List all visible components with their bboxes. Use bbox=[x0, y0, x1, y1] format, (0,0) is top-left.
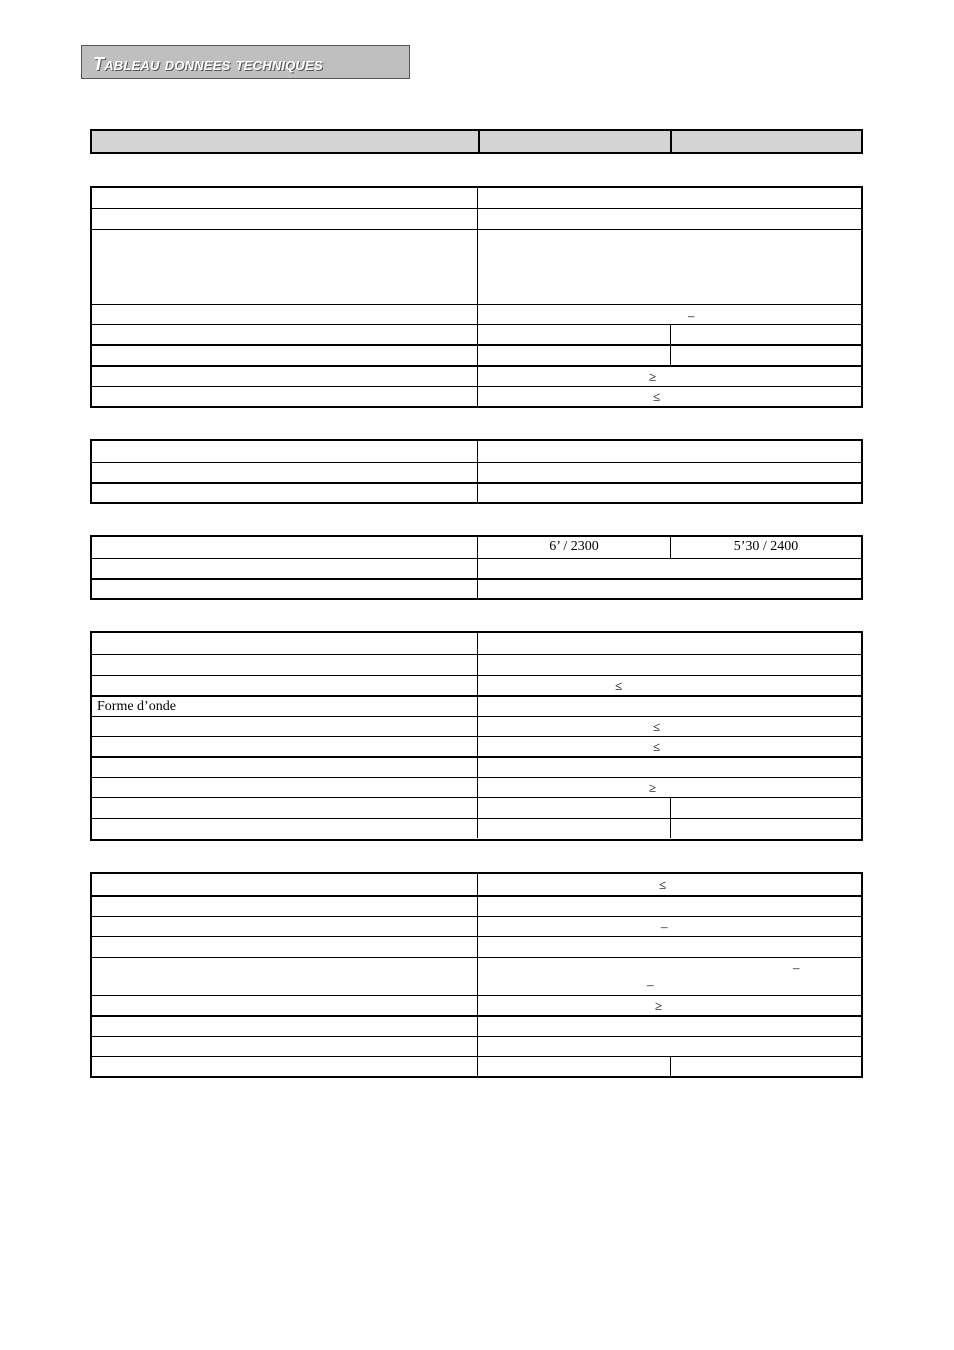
table-row bbox=[92, 675, 861, 695]
table-row bbox=[92, 188, 861, 208]
table-row bbox=[92, 957, 861, 995]
table-row bbox=[92, 756, 861, 777]
table-row bbox=[92, 797, 861, 818]
table-row bbox=[92, 578, 861, 598]
table-row bbox=[92, 304, 861, 324]
table-row bbox=[92, 633, 861, 654]
table-cell: 6’ / 2300 bbox=[478, 537, 671, 558]
table-5 bbox=[90, 872, 863, 1078]
table-row bbox=[92, 716, 861, 736]
table-row bbox=[92, 654, 861, 675]
table-row bbox=[92, 777, 861, 797]
ge-symbol: ≥ bbox=[649, 780, 657, 795]
dash-symbol: – bbox=[647, 977, 654, 992]
table-row bbox=[92, 1015, 861, 1036]
table-3 bbox=[90, 535, 863, 600]
table-row bbox=[92, 916, 861, 936]
table-row bbox=[92, 558, 861, 578]
table-2 bbox=[90, 439, 863, 504]
table-row bbox=[92, 537, 861, 558]
table-row bbox=[92, 995, 861, 1015]
table-cell: 5’30 / 2400 bbox=[733, 539, 799, 554]
le-symbol: ≤ bbox=[615, 678, 623, 693]
le-symbol: ≤ bbox=[653, 719, 661, 734]
dash-symbol: – bbox=[661, 919, 668, 934]
table-row bbox=[92, 208, 861, 229]
dash-symbol: – bbox=[793, 960, 800, 975]
section-title-banner bbox=[81, 45, 410, 79]
table-1 bbox=[90, 186, 863, 408]
table-row bbox=[92, 936, 861, 957]
table-row bbox=[92, 1056, 861, 1076]
le-symbol: ≤ bbox=[659, 877, 667, 892]
ge-symbol: ≥ bbox=[649, 369, 657, 384]
section-title: Tableau donnees techniques bbox=[93, 54, 323, 74]
table-row bbox=[92, 441, 861, 462]
table-row bbox=[92, 874, 861, 895]
table-4 bbox=[90, 631, 863, 841]
header-table bbox=[90, 129, 863, 154]
table-row bbox=[92, 229, 861, 304]
table-row bbox=[92, 695, 861, 716]
table-row bbox=[92, 462, 861, 482]
le-symbol: ≤ bbox=[653, 739, 661, 754]
table-row bbox=[92, 324, 861, 344]
table-row bbox=[92, 818, 861, 838]
table-row bbox=[92, 365, 861, 386]
table-row bbox=[92, 344, 861, 365]
dash-symbol: – bbox=[688, 308, 695, 323]
table-row bbox=[92, 1036, 861, 1056]
table-row bbox=[92, 736, 861, 756]
table-row bbox=[92, 895, 861, 916]
le-symbol: ≤ bbox=[653, 389, 661, 404]
table-row bbox=[92, 482, 861, 502]
ge-symbol: ≥ bbox=[655, 998, 663, 1013]
table-row bbox=[92, 386, 861, 406]
forme-onde-label: Forme d’onde bbox=[92, 697, 478, 716]
